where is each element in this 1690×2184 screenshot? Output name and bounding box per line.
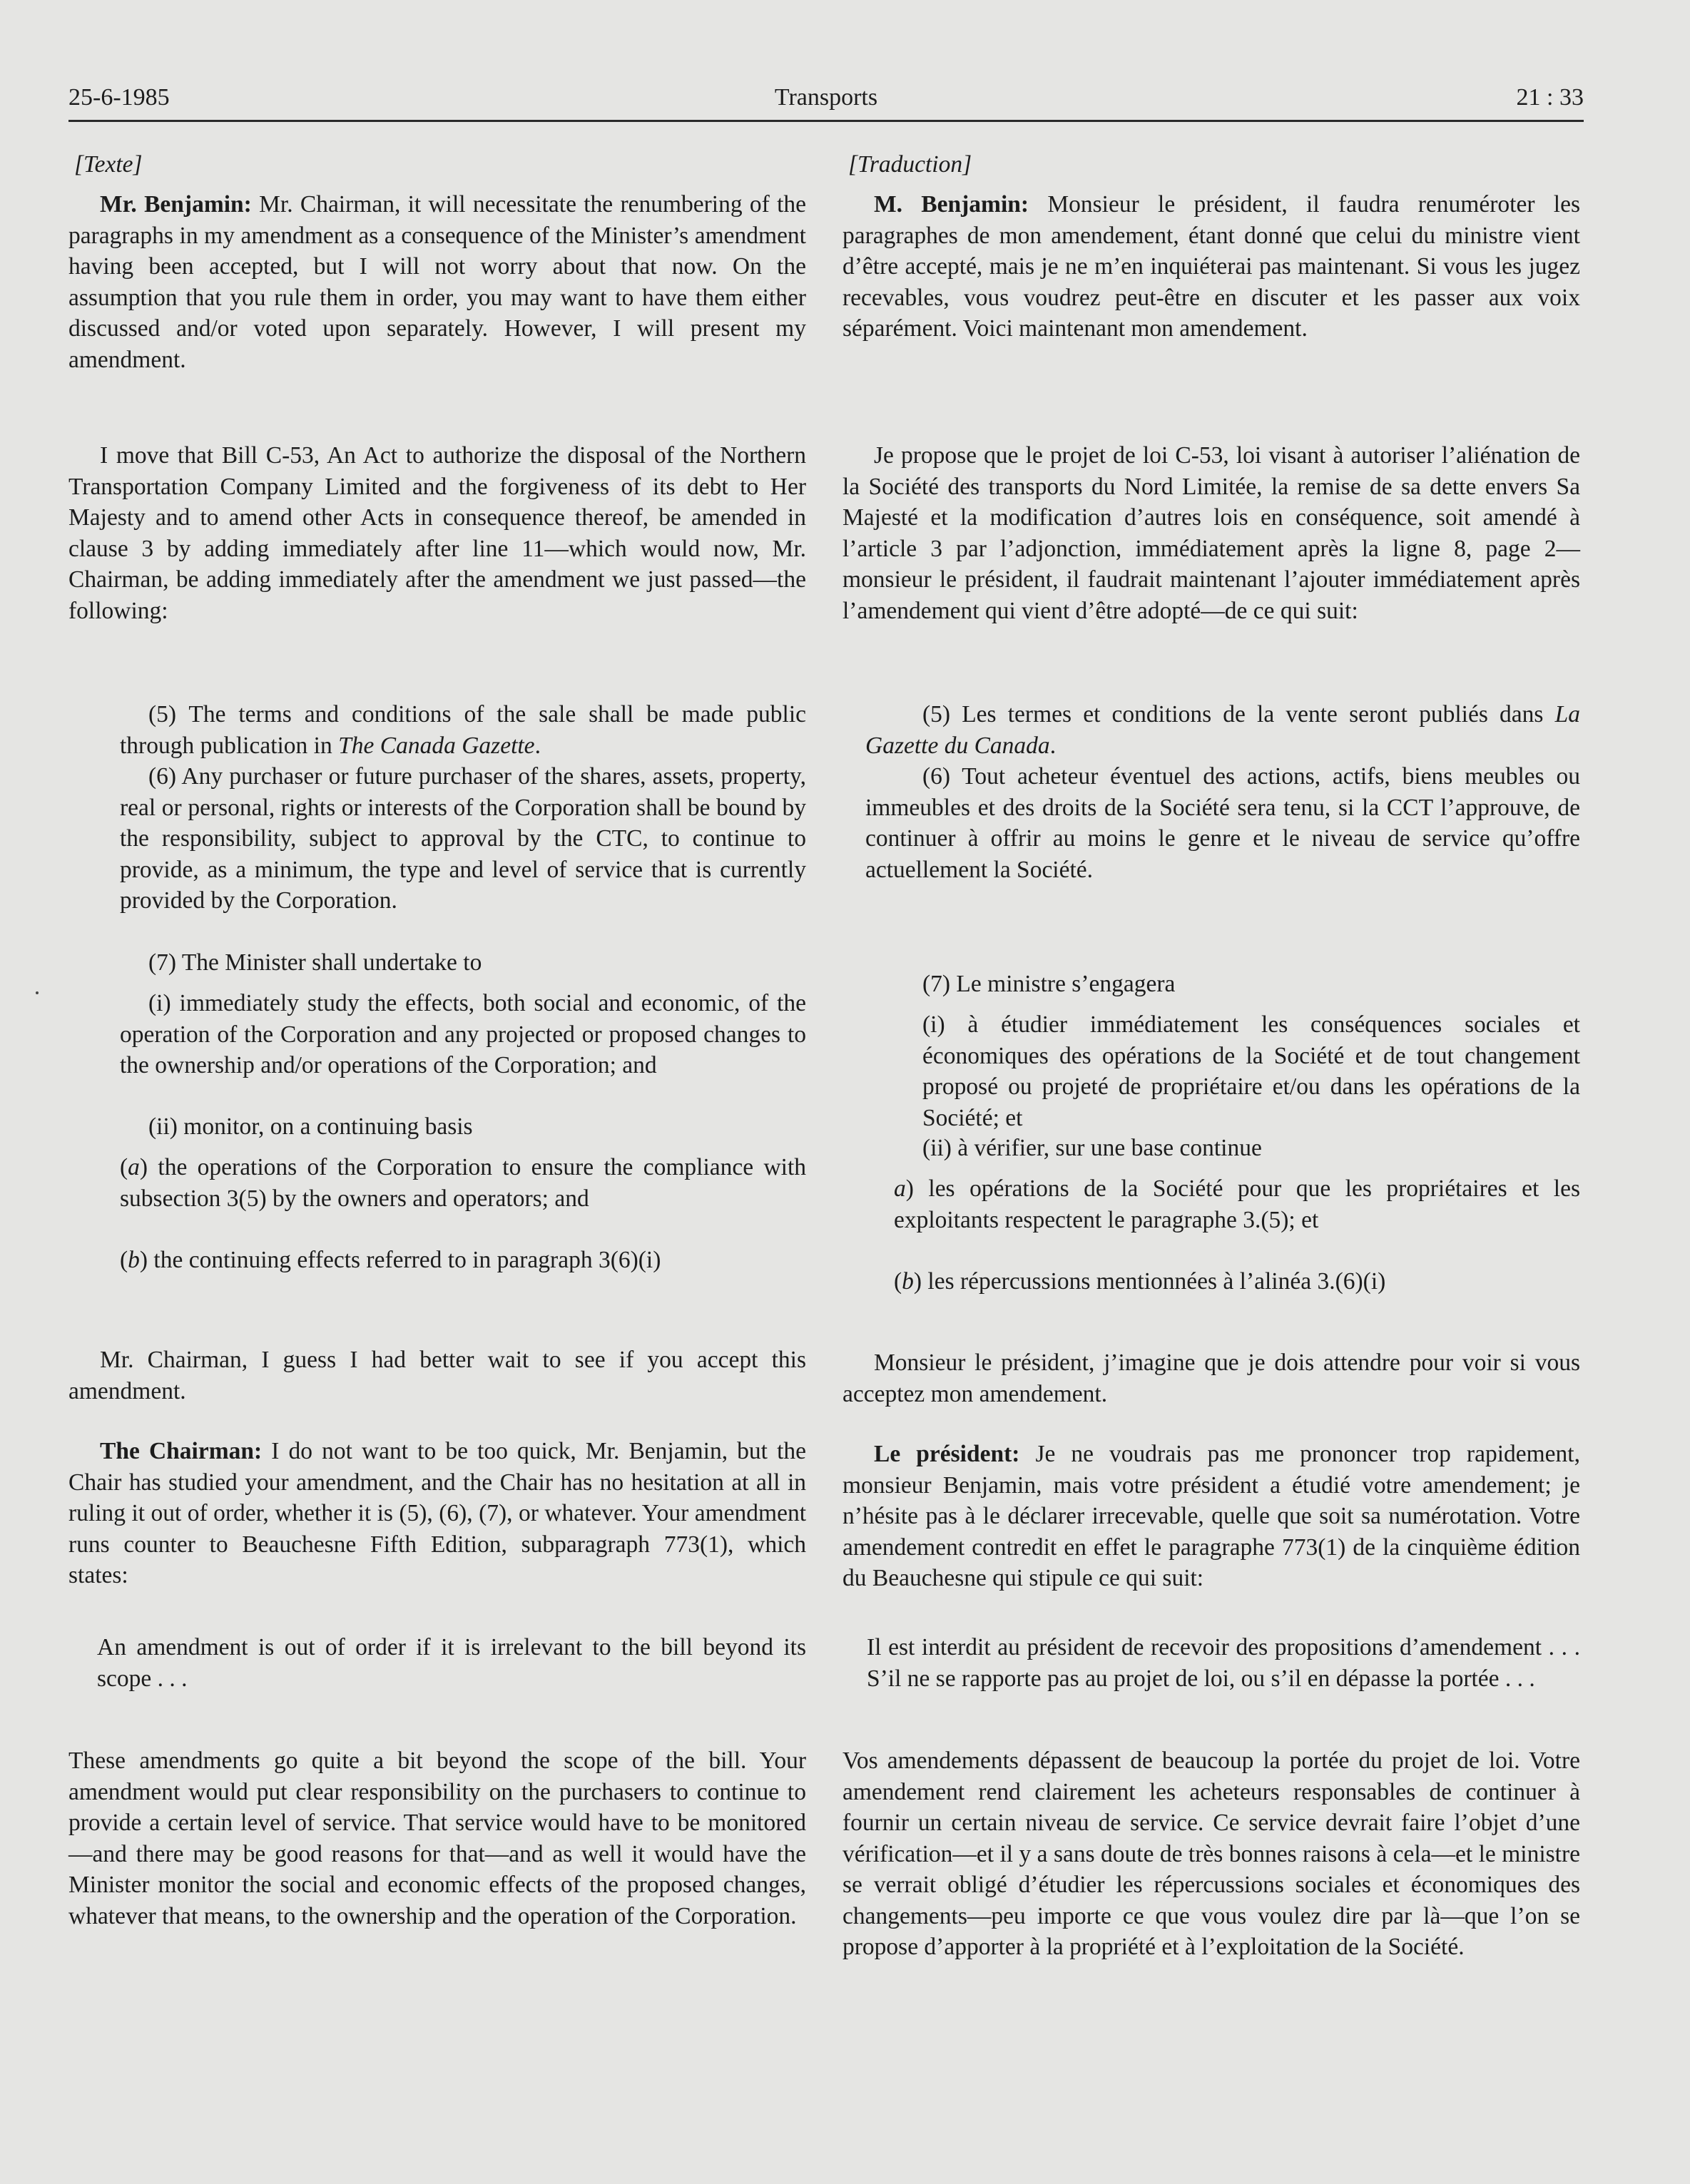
amendment-item-a: a) les opérations de la Société pour que les propriétaires et les exploitants respectent le paragraphe 3.(5); et: [894, 1175, 1580, 1233]
amendment-subsection-7: (7) Le ministre s’engagera: [922, 971, 1176, 997]
speaker-name: The Chairman:: [100, 1438, 263, 1464]
speech-benjamin: M. Benjamin: Monsieur le président, il faudra renuméroter les paragraphes de mon amendement, étant donné que celui du ministre vient d’être accepté, mais je ne m’en inquiéterai pas maintenant. Si vous les jugez recevables, vous voudrez peut-être en discuter et les passer aux voix séparément. Voici maintenant mon amendement.: [843, 191, 1580, 342]
page-header: [68, 77, 1584, 122]
beauchesne-quote: An amendment is out of order if it is irrelevant to the bill beyond its scope . . .: [97, 1634, 806, 1692]
motion-paragraph: I move that Bill C-53, An Act to authorize the disposal of the Northern Transportation Company Limited and the forgiveness of its debt to Her Majesty and to amend other Acts in consequence thereof, be amended in clause 3 by adding immediately after line 11—which would now, Mr. Chairman, be adding immediately after the amendment we just passed—the following:: [68, 442, 806, 624]
speaker-name: Le président:: [874, 1441, 1020, 1467]
section-tag: [Traduction]: [848, 151, 972, 178]
amendment-subsection-6: (6) Tout acheteur éventuel des actions, actifs, biens meubles ou immeubles et des droits de la Société sera tenu, si la CCT l’approuve, de continuer à offrir au moins le genre et le niveau de service qu’offre actuellement la Société.: [865, 763, 1580, 883]
speech-chairman: Le président: Je ne voudrais pas me prononcer trop rapidement, monsieur Benjamin, mais votre président a étudié votre amendement; je n’hésite pas à le déclarer irrecevable, quelle que soit sa numérotation. Votre amendement contredit en effet le paragraphe 773(1) de la cinquième édition du Beauchesne qui stipule ce qui suit:: [843, 1441, 1580, 1591]
amendment-subsection-5: (5) The terms and conditions of the sale shall be made public through publication in The Canada Gazette.: [120, 701, 806, 759]
header-page-number: 21 : 33: [1516, 84, 1584, 111]
beauchesne-quote: Il est interdit au président de recevoir des propositions d’amendement . . . S’il ne se rapporte pas au projet de loi, ou s’il en dépasse la portée . . .: [867, 1634, 1580, 1692]
amendment-item-i: (i) à étudier immédiatement les conséquences sociales et économiques des opérations de la Société et de tout changement proposé ou projeté de propriétaire et/ou dans les opérations de la Société; et: [922, 1011, 1580, 1131]
chairman-ruling: Vos amendements dépassent de beaucoup la portée du projet de loi. Votre amendement rend clairement les acheteurs responsables de continuer à fournir un certain niveau de service. Ce service devrait faire l’objet d’une vérification—et il y a sans doute de très bonnes raisons à cela—et le ministre se verrait obligé d’étudier les répercussions sociales et économiques des changements—peu importe ce que vous voulez dire par là—que l’on se propose d’apporter à la propriété et à l’exploitation de la Société.: [843, 1747, 1580, 1960]
motion-paragraph: Je propose que le projet de loi C-53, loi visant à autoriser l’aliénation de la Société des transports du Nord Limitée, la remise de sa dette envers Sa Majesté et la modification d’autres lois en conséquence, soit amendé à l’article 3 par l’adjonction, immédiatement après la ligne 8, page 2—monsieur le président, il faudrait maintenant l’ajouter immédiatement après l’amendement qui vient d’être adopté—de ce qui suit:: [843, 442, 1580, 624]
amendment-subsection-6: (6) Any purchaser or future purchaser of the shares, assets, property, real or personal, rights or interests of the Corporation shall be bound by the responsibility, subject to approval by the CTC, to continue to provide, as a minimum, the type and level of service that is currently provided by the Corporation.: [120, 763, 806, 914]
speaker-name: M. Benjamin:: [874, 191, 1029, 218]
speech-benjamin-followup: Mr. Chairman, I guess I had better wait to see if you accept this amendment.: [68, 1347, 806, 1404]
header-title: Transports: [774, 84, 878, 111]
amendment-item-b: (b) the continuing effects referred to in paragraph 3(6)(i): [120, 1247, 661, 1273]
speech-benjamin: Mr. Benjamin: Mr. Chairman, it will necessitate the renumbering of the paragraphs in my amendment as a consequence of the Minister’s amendment having been accepted, but I will not worry about that now. On the assumption that you rule them in order, you may want to have them either discussed and/or voted upon separately. However, I will present my amendment.: [68, 191, 806, 373]
amendment-item-i: (i) immediately study the effects, both social and economic, of the operation of the Corporation and any projected or proposed changes to the ownership and/or operations of the Corporation; and: [120, 990, 806, 1078]
header-date: 25-6-1985: [68, 84, 170, 111]
amendment-subsection-5: (5) Les termes et conditions de la vente seront publiés dans La Gazette du Canada.: [865, 701, 1580, 759]
amendment-item-a: (a) the operations of the Corporation to ensure the compliance with subsection 3(5) by the owners and operators; and: [120, 1154, 806, 1212]
margin-mark: [36, 991, 39, 994]
amendment-item-ii: (ii) à vérifier, sur une base continue: [922, 1135, 1262, 1161]
amendment-subsection-7: (7) The Minister shall undertake to: [148, 949, 482, 976]
amendment-item-b: (b) les répercussions mentionnées à l’alinéa 3.(6)(i): [894, 1268, 1386, 1295]
chairman-ruling: These amendments go quite a bit beyond the scope of the bill. Your amendment would put clear responsibility on the purchasers to continue to provide a certain level of service. That service would have to be monitored—and there may be good reasons for that—and as well it would have the Minister monitor the social and economic effects of the proposed changes, whatever that means, to the ownership and the operation of the Corporation.: [68, 1747, 806, 1929]
section-tag: [Texte]: [74, 151, 143, 178]
amendment-item-ii: (ii) monitor, on a continuing basis: [148, 1113, 473, 1140]
speech-benjamin-followup: Monsieur le président, j’imagine que je dois attendre pour voir si vous acceptez mon amendement.: [843, 1349, 1580, 1407]
speaker-name: Mr. Benjamin:: [100, 191, 252, 218]
speech-chairman: The Chairman: I do not want to be too quick, Mr. Benjamin, but the Chair has studied your amendment, and the Chair has no hesitation at all in ruling it out of order, whether it is (5), (6), (7), or whatever. Your amendment runs counter to Beauchesne Fifth Edition, subparagraph 773(1), which states:: [68, 1438, 806, 1588]
